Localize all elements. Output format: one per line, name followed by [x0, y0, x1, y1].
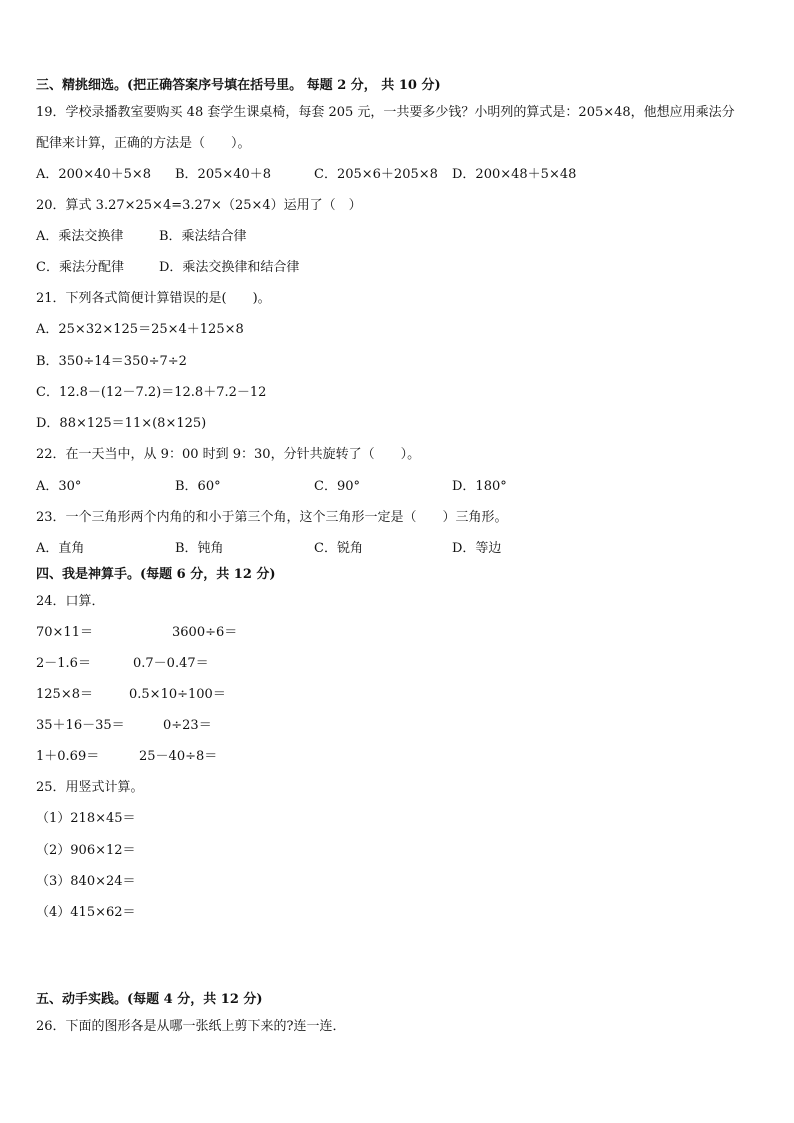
oral-calc-item: 35＋16－35＝	[36, 718, 125, 733]
q22-option-b: B．60°	[175, 479, 221, 494]
oral-calc-item: 125×8＝	[36, 687, 93, 702]
q21-option-a: A．25×32×125＝25×4＋125×8	[36, 322, 244, 337]
q25-stem: 25．用竖式计算。	[36, 780, 144, 795]
q22-option-a: A．30°	[36, 479, 82, 494]
vertical-calc-item: （1）218×45＝	[36, 811, 136, 826]
q26-stem: 26．下面的图形各是从哪一张纸上剪下来的?连一连．	[36, 1019, 346, 1034]
oral-calc-item: 0.5×10÷100＝	[129, 687, 226, 702]
vertical-calc-item: （2）906×12＝	[36, 843, 136, 858]
oral-calc-item: 0.7－0.47＝	[133, 656, 209, 671]
q23-option-a: A．直角	[36, 541, 85, 556]
q21-stem: 21．下列各式简便计算错误的是( )。	[36, 291, 271, 306]
q20-stem: 20．算式 3.27×25×4=3.27×（25×4）运用了（ ）	[36, 198, 362, 213]
q23-option-c: C．锐角	[314, 541, 363, 556]
q19-option-b: B．205×40＋8	[175, 167, 272, 182]
q22-option-d: D．180°	[452, 479, 507, 494]
q19-option-c: C．205×6＋205×8	[314, 167, 438, 182]
oral-calc-item: 70×11＝	[36, 625, 93, 640]
q20-option-c: C．乘法分配律	[36, 260, 124, 275]
q20-option-b: B．乘法结合律	[159, 229, 247, 244]
q22-option-c: C．90°	[314, 479, 360, 494]
oral-calc-item: 3600÷6＝	[172, 625, 238, 640]
oral-calc-item: 0÷23＝	[163, 718, 212, 733]
oral-calc-item: 2－1.6＝	[36, 656, 91, 671]
q21-option-c: C．12.8－(12－7.2)＝12.8＋7.2－12	[36, 385, 267, 400]
q19-stem-line2: 配律来计算，正确的方法是（ ）。	[36, 136, 251, 151]
q23-option-b: B．钝角	[175, 541, 224, 556]
q20-option-a: A．乘法交换律	[36, 229, 124, 244]
q23-stem: 23．一个三角形两个内角的和小于第三个角，这个三角形一定是（ ）三角形。	[36, 510, 508, 525]
q22-stem: 22．在一天当中，从 9：00 时到 9：30，分针共旋转了（ ）。	[36, 447, 421, 462]
q23-option-d: D．等边	[452, 541, 502, 556]
q19-option-a: A．200×40＋5×8	[36, 167, 152, 182]
q20-option-d: D．乘法交换律和结合律	[159, 260, 300, 275]
section-3-heading: 三、精挑细选。(把正确答案序号填在括号里。 每题 2 分， 共 10 分)	[36, 78, 441, 93]
q21-option-d: D．88×125＝11×(8×125)	[36, 416, 207, 431]
q21-option-b: B．350÷14＝350÷7÷2	[36, 354, 187, 369]
section-4-heading: 四、我是神算手。(每题 6 分，共 12 分)	[36, 567, 276, 582]
q24-stem: 24．口算．	[36, 594, 105, 609]
section-5-heading: 五、动手实践。(每题 4 分，共 12 分)	[36, 992, 263, 1007]
oral-calc-item: 1＋0.69＝	[36, 749, 100, 764]
q19-option-d: D．200×48＋5×48	[452, 167, 577, 182]
vertical-calc-item: （4）415×62＝	[36, 905, 136, 920]
q19-stem-line1: 19．学校录播教室要购买 48 套学生课桌椅，每套 205 元，一共要多少钱？小明列的算式是：205×48，他想应用乘法分	[36, 105, 735, 120]
oral-calc-item: 25－40÷8＝	[139, 749, 218, 764]
vertical-calc-item: （3）840×24＝	[36, 874, 136, 889]
